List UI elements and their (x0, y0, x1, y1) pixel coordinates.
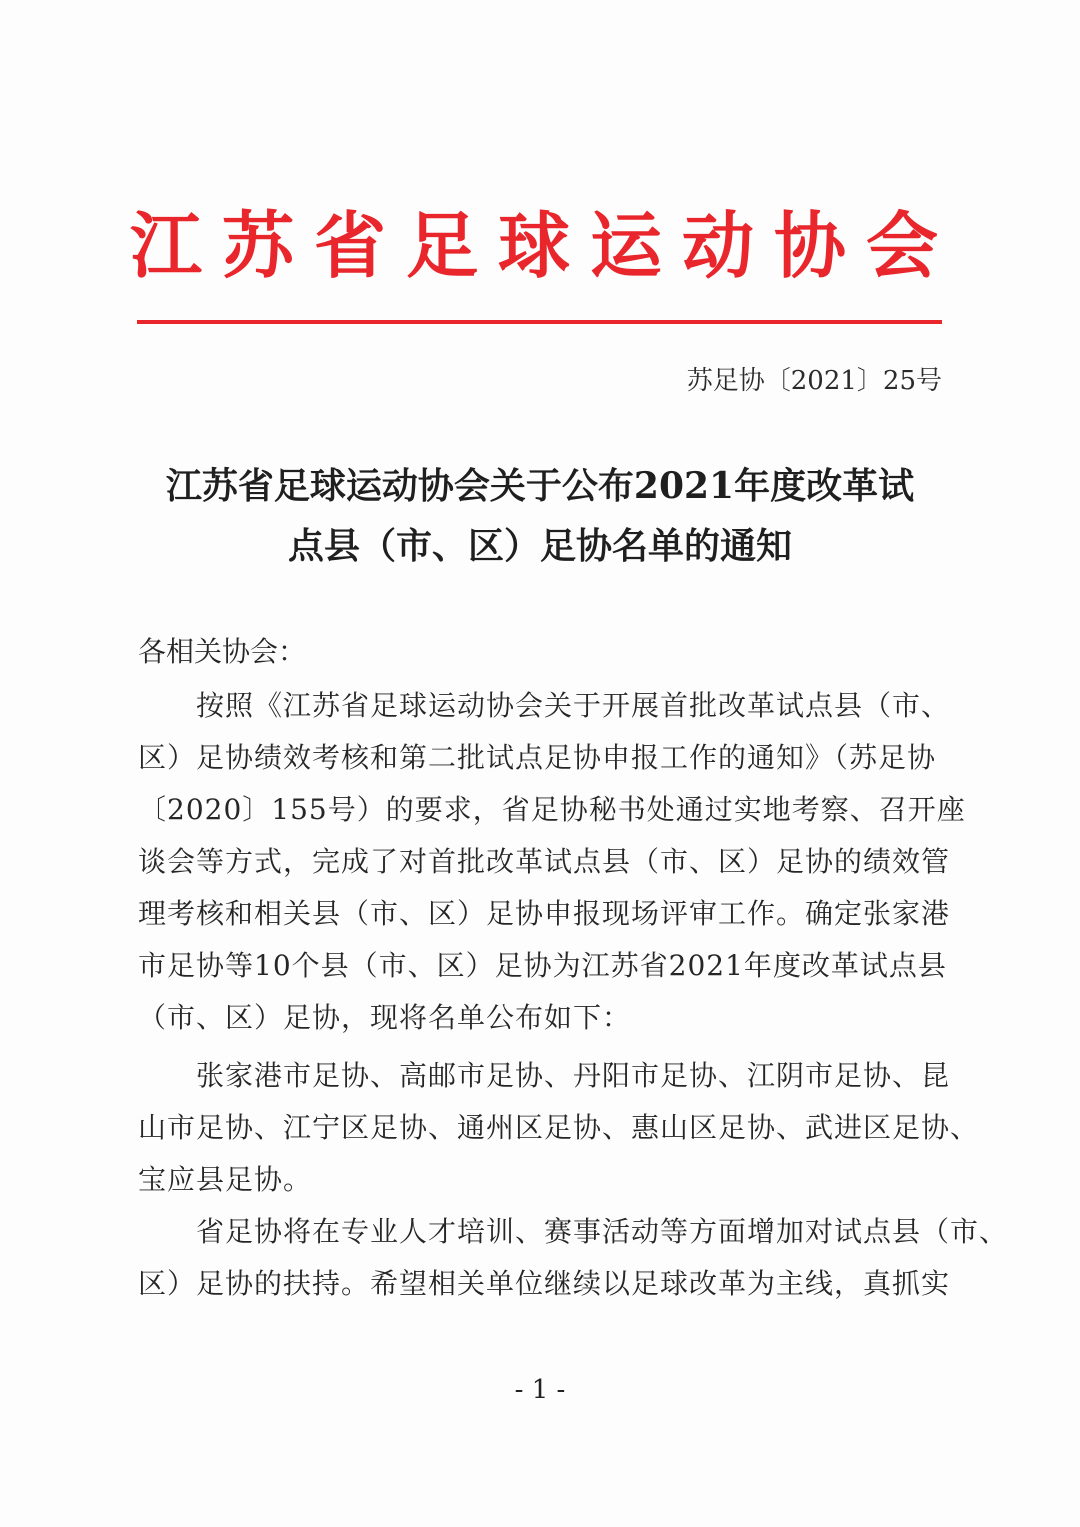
document-title (130, 456, 950, 576)
letterhead-red-rule (137, 320, 942, 324)
paragraph-line: 省足协将在专业人才培训、赛事活动等方面增加对试点县（市、 (196, 1215, 1009, 1248)
paragraph-list (138, 1050, 980, 1206)
paragraph-line: 谈会等方式，完成了对首批改革试点县（市、区）足协的绩效管 (138, 845, 951, 878)
salutation: 各相关协会： (138, 635, 307, 668)
letterhead-org-name: 江苏省足球运动协会 (130, 204, 959, 288)
paragraph-line: （市、区）足协，现将名单公布如下： (138, 1001, 632, 1034)
page-number: - 1 - (514, 1375, 566, 1405)
paragraph-line: 宝应县足协。 (138, 1163, 313, 1196)
paragraph-line: 区）足协绩效考核和第二批试点足协申报工作的通知》（苏足协 (138, 741, 937, 774)
paragraph-line: 张家港市足协、高邮市足协、丹阳市足协、江阴市足协、昆 (196, 1059, 951, 1092)
paragraph-line: 理考核和相关县（市、区）足协申报现场评审工作。确定张家港 (138, 897, 951, 930)
paragraph-line: 区）足协的扶持。希望相关单位继续以足球改革为主线，真抓实 (138, 1267, 951, 1300)
document-title-line-1: 江苏省足球运动协会关于公布2021年度改革试 (165, 465, 915, 507)
paragraph-support (138, 1206, 1009, 1310)
paragraph-line: 按照《江苏省足球运动协会关于开展首批改革试点县（市、 (196, 689, 951, 722)
paragraph-line: 市足协等10个县（市、区）足协为江苏省2021年度改革试点县 (138, 949, 947, 982)
paragraph-line: 〔2020〕155号）的要求，省足协秘书处通过实地考察、召开座 (138, 793, 966, 826)
paragraph-line: 山市足协、江宁区足协、通州区足协、惠山区足协、武进区足协、 (138, 1111, 980, 1144)
document-number: 苏足协〔2021〕25号 (686, 366, 942, 396)
paragraph-background (138, 680, 966, 1044)
document-title-line-2: 点县（市、区）足协名单的通知 (287, 525, 792, 567)
